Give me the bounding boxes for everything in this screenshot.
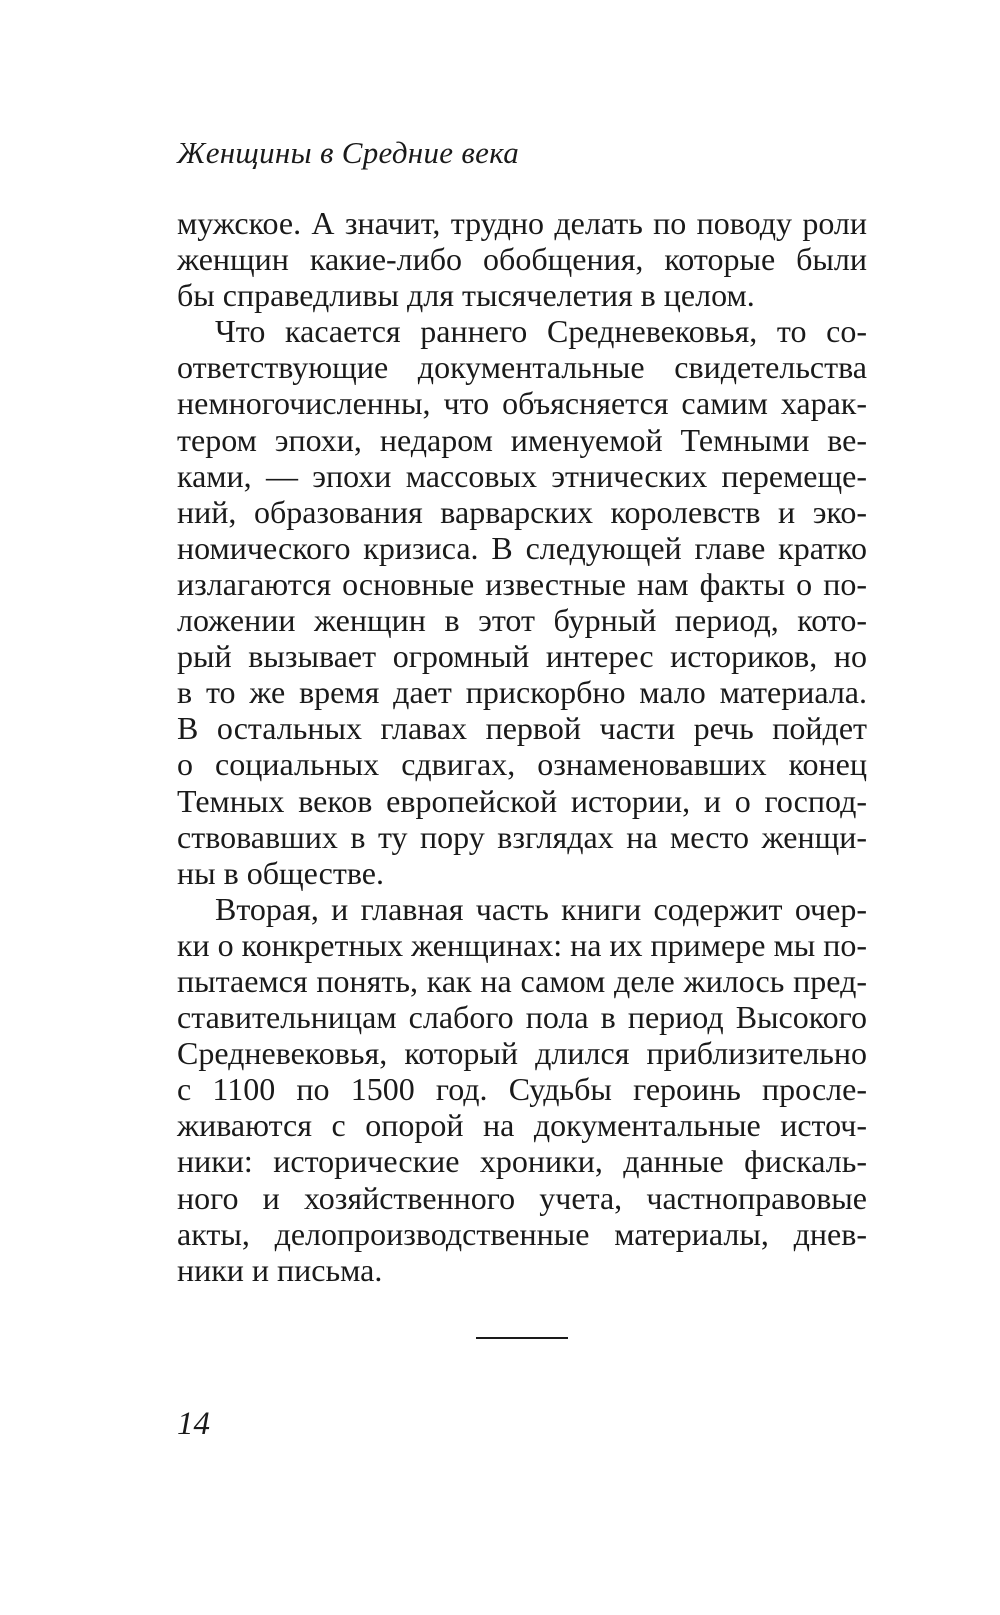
text-line: В остальных главах первой части речь пойдет: [177, 710, 867, 747]
text-line: рый вызывает огромный интерес историков, но: [177, 638, 867, 675]
text-line: живаются с опорой на документальные источ-: [177, 1107, 867, 1144]
text-line: излагаются основные известные нам факты о по-: [177, 565, 867, 602]
text-line: Темных веков европейской истории, и о господ-: [177, 782, 867, 819]
text-line: в то же время дает прискорбно мало материала.: [177, 674, 867, 711]
text-line: женщин какие-либо обобщения, которые были: [177, 241, 867, 278]
text-line: ки о конкретных женщинах: на их примере мы по-: [177, 926, 867, 963]
text-line: номического кризиса. В следующей главе кратко: [177, 529, 867, 566]
page-number: 14: [177, 1406, 210, 1442]
text-line: ставительницам слабого пола в период Высокого: [177, 999, 867, 1036]
text-line: ного и хозяйственного учета, частноправовые: [177, 1179, 867, 1216]
text-line: мужское. А значит, трудно делать по поводу роли: [177, 205, 867, 241]
text-line: Вторая, и главная часть книги содержит очер-: [215, 890, 867, 927]
running-head: Женщины в Средние века: [177, 135, 520, 170]
text-line: Что касается раннего Средневековья, то со-: [215, 313, 867, 350]
text-line: тером эпохи, недаром именуемой Темными ве-: [177, 421, 867, 458]
text-line: о социальных сдвигах, ознаменовавших конец: [177, 746, 867, 783]
text-line: немногочисленны, что объясняется самим харак-: [177, 385, 867, 422]
text-line: ники и письма.: [177, 1251, 383, 1288]
text-line: ответствующие документальные свидетельства: [177, 349, 867, 386]
text-line: ками, — эпохи массовых этнических перемеще-: [177, 457, 867, 494]
text-line: акты, делопроизводственные материалы, днев-: [177, 1215, 867, 1252]
body-text: [177, 205, 867, 1288]
text-line: Средневековья, который длился приблизительно: [177, 1035, 867, 1072]
text-line: бы справедливы для тысячелетия в целом.: [177, 277, 755, 314]
text-line: ложении женщин в этот бурный период, кото-: [177, 602, 867, 639]
text-line: ний, образования варварских королевств и эко-: [177, 493, 867, 530]
text-line: с 1100 по 1500 год. Судьбы героинь просле-: [177, 1071, 867, 1108]
text-line: ствовавших в ту пору взглядах на место женщи-: [177, 818, 867, 855]
text-line: пытаемся понять, как на самом деле жилось пред-: [177, 962, 867, 999]
text-line: ники: исторические хроники, данные фискаль-: [177, 1143, 867, 1180]
section-end-rule: [476, 1337, 568, 1339]
text-line: ны в обществе.: [177, 854, 384, 891]
